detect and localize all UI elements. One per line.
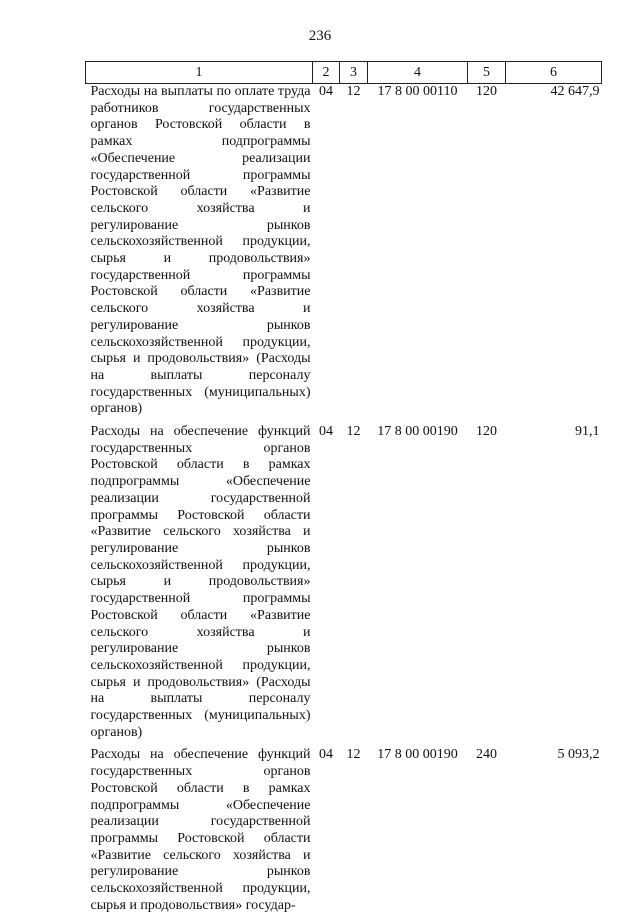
- row-section: 04: [319, 747, 333, 763]
- column-header-1: 1: [86, 62, 313, 84]
- row-amount: 42 647,9: [550, 84, 600, 99]
- table-header-row: [86, 62, 602, 84]
- row-expense-type: 240: [476, 747, 497, 763]
- column-header-5: 5: [468, 62, 506, 84]
- row-section: 04: [319, 424, 333, 440]
- row-target-article: 17 8 00 00190: [377, 424, 458, 440]
- row-expense-type: 120: [476, 424, 497, 440]
- row-expense-type: 120: [476, 84, 497, 99]
- row-amount: 91,1: [575, 424, 600, 440]
- table-row: [86, 741, 602, 914]
- row-description: Расходы на обеспечение функций государственных органов Ростовской области в рамках подпрограммы «Обеспечение реализации государственной программы Ростовской области «Развитие сельского хозяйства и регулирование рынков сельскохозяйственной продукции, сырья и продовольствия» государ-: [90, 747, 311, 913]
- row-target-article: 17 8 00 00190: [377, 747, 458, 763]
- column-header-2: 2: [313, 62, 340, 84]
- column-header-3: 3: [340, 62, 368, 84]
- row-amount: 5 093,2: [557, 747, 600, 763]
- row-section: 04: [319, 84, 333, 99]
- row-description: Расходы на выплаты по оплате труда работников государственных органов Ростовской области в рамках подпрограммы «Обеспечение реализации государственной программы Ростовской области «Развитие сельского хозяйства и регулирование рынков сельскохозяйственной продукции, сырья и продовольствия» государственной программы Ростовской области «Развитие сельского хозяйства и регулирование рынков сельскохозяйственной продукции, сырья и продовольствия» (Расходы на выплаты персоналу государственных (муниципальных) органов): [90, 84, 311, 417]
- column-header-4: 4: [368, 62, 468, 84]
- row-subsection: 12: [346, 747, 361, 763]
- column-header-6: 6: [506, 62, 602, 84]
- table-row: [86, 418, 602, 741]
- row-description: Расходы на обеспечение функций государственных органов Ростовской области в рамках подпрограммы «Обеспечение реализации государственной программы Ростовской области «Развитие сельского хозяйства и регулирование рынков сельскохозяйственной продукции, сырья и продовольствия» государственной программы Ростовской области «Развитие сельского хозяйства и регулирование рынков сельскохозяйственной продукции, сырья и продовольствия» (Расходы на выплаты персоналу государственных (муниципальных) органов): [90, 424, 311, 740]
- budget-table: [85, 61, 602, 914]
- table-row: [86, 84, 602, 419]
- row-subsection: 12: [346, 84, 361, 99]
- row-subsection: 12: [346, 424, 361, 440]
- page-number: 236: [308, 28, 332, 44]
- row-target-article: 17 8 00 00110: [377, 84, 458, 99]
